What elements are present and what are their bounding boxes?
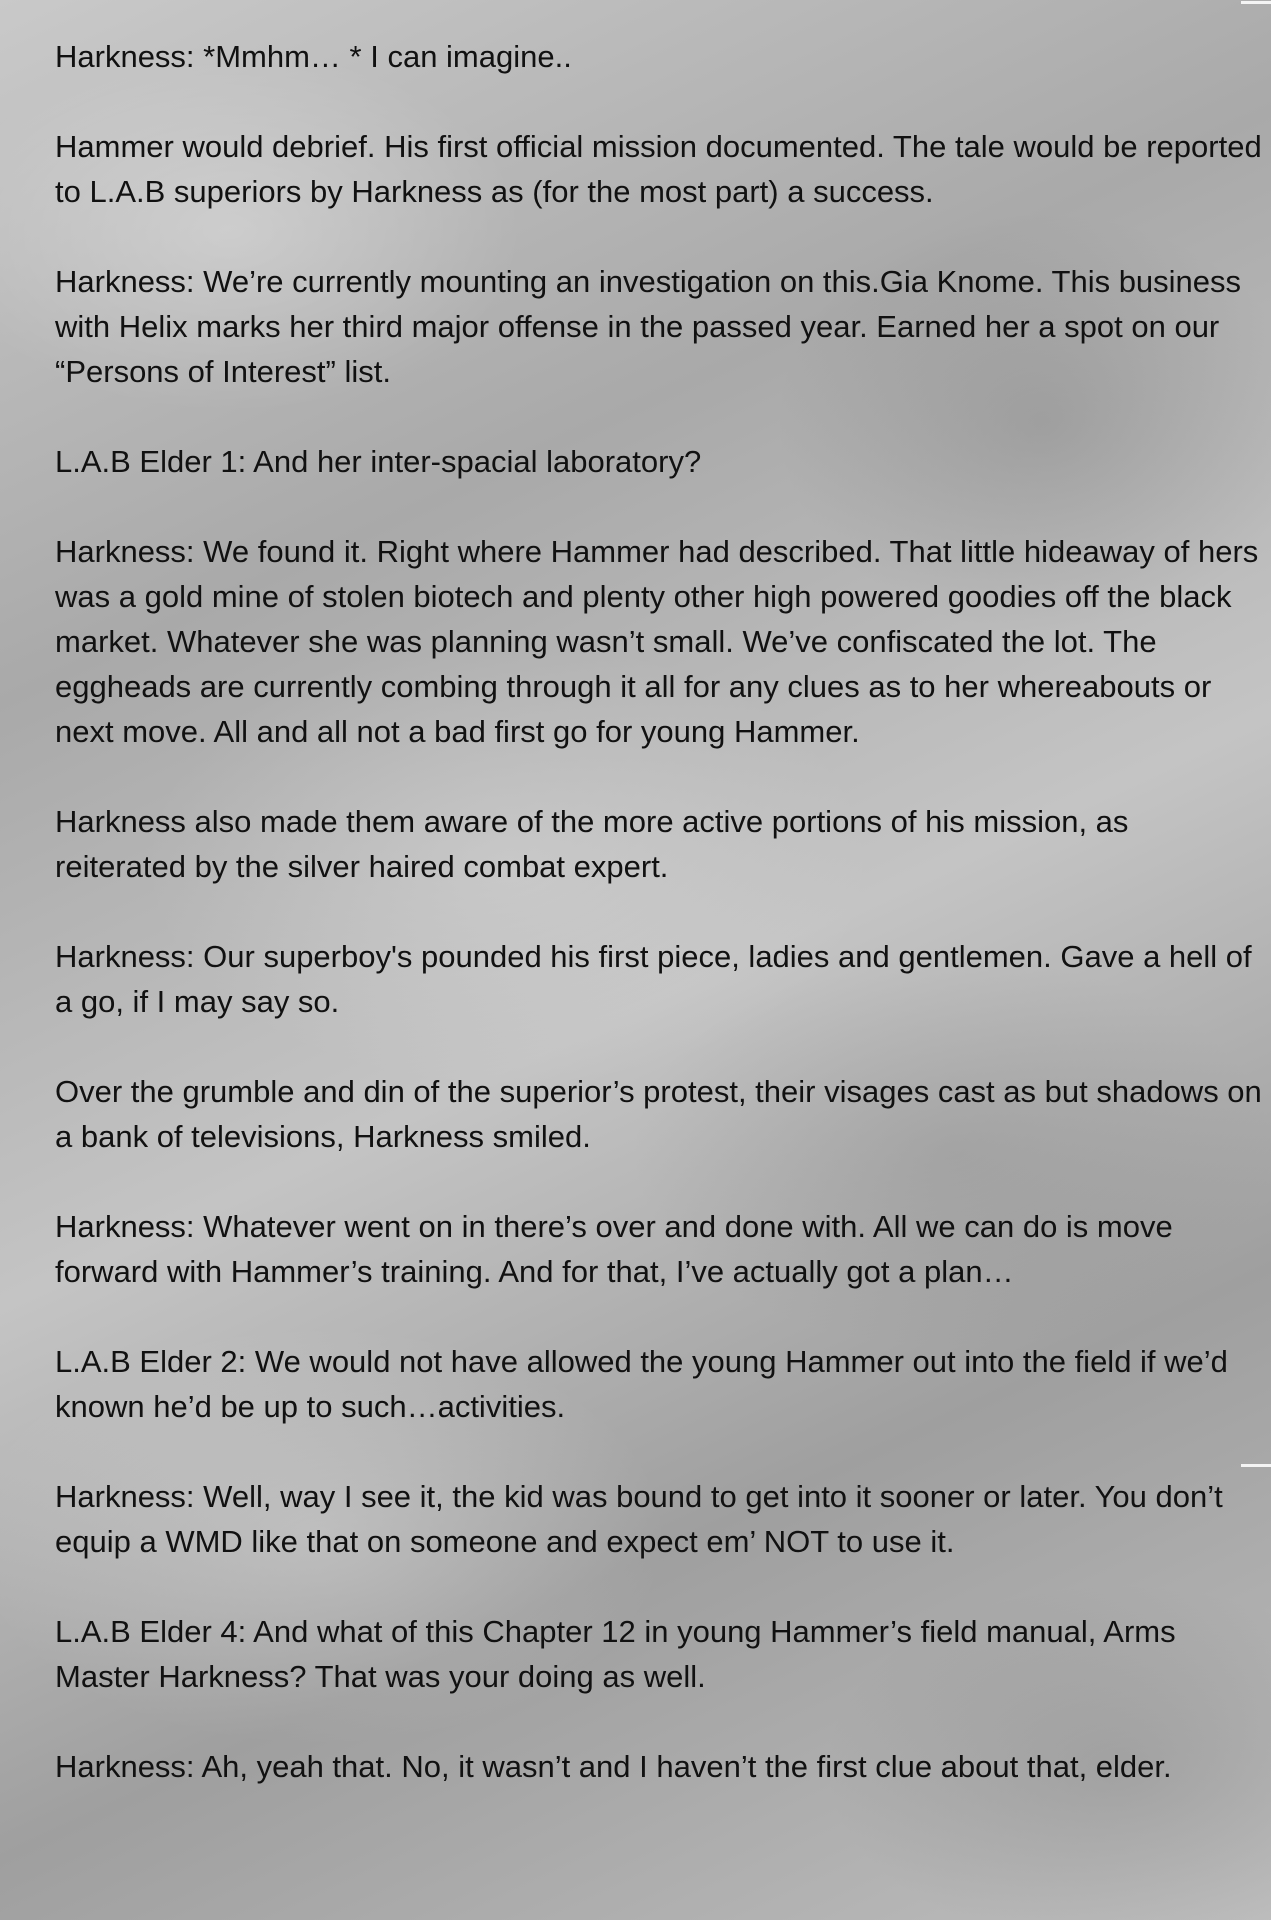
story-text (55, 34, 1265, 1834)
paragraph: Over the grumble and din of the superior’s protest, their visages cast as but shadows on a bank of televisions, Harkness smiled. (55, 1074, 1262, 1154)
paragraph: Harkness: We found it. Right where Hammer had described. That little hideaway of hers was a gold mine of stolen biotech and plenty other high powered goodies off the black market. Whatever she was planning wasn’t small. We’ve confiscated the lot. The eggheads are currently combing through it all for any clues as to her whereabouts or next move. All and all not a bad first go for young Hammer. (55, 534, 1259, 749)
edge-mark-top (1241, 1, 1271, 4)
paragraph: Harkness: Whatever went on in there’s over and done with. All we can do is move forward with Hammer’s training. And for that, I’ve actually got a plan… (55, 1209, 1173, 1289)
paragraph: Harkness: We’re currently mounting an investigation on this.Gia Knome. This business with Helix marks her third major offense in the passed year. Earned her a spot on our “Persons of Interest” list. (55, 264, 1242, 389)
paragraph: Harkness also made them aware of the more active portions of his mission, as reiterated by the silver haired combat expert. (55, 804, 1129, 884)
paragraph: Harkness: Ah, yeah that. No, it wasn’t and I haven’t the first clue about that, elder. (55, 1749, 1172, 1784)
paragraph: Harkness: Our superboy's pounded his first piece, ladies and gentlemen. Gave a hell of a go, if I may say so. (55, 939, 1252, 1019)
paragraph: Harkness: *Mmhm… * I can imagine.. (55, 39, 572, 74)
paragraph: L.A.B Elder 1: And her inter-spacial laboratory? (55, 444, 702, 479)
paragraph: Harkness: Well, way I see it, the kid was bound to get into it sooner or later. You don’t equip a WMD like that on someone and expect em’ NOT to use it. (55, 1479, 1223, 1559)
paragraph: L.A.B Elder 2: We would not have allowed the young Hammer out into the field if we’d known he’d be up to such…activities. (55, 1344, 1228, 1424)
paragraph: L.A.B Elder 4: And what of this Chapter 12 in young Hammer’s field manual, Arms Master Harkness? That was your doing as well. (55, 1614, 1176, 1694)
paragraph: Hammer would debrief. His first official mission documented. The tale would be reported to L.A.B superiors by Harkness as (for the most part) a success. (55, 129, 1262, 209)
